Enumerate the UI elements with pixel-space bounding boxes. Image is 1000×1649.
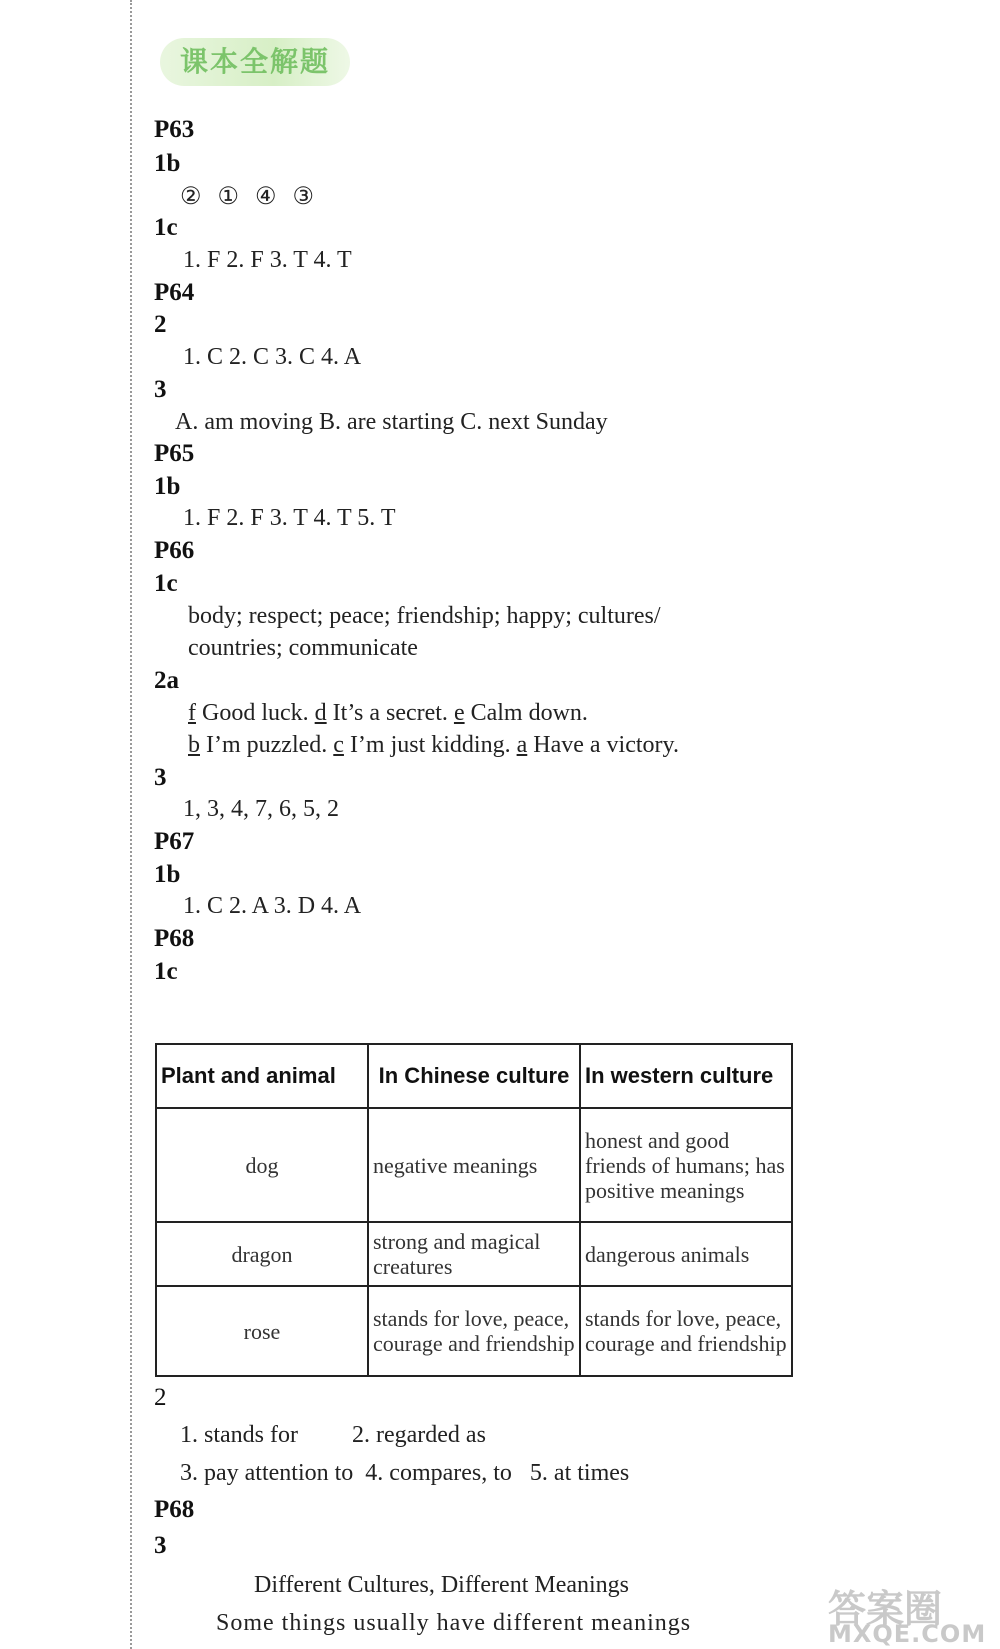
table-row xyxy=(156,1108,792,1222)
answers-1b-p63: ② ① ④ ③ xyxy=(180,184,315,210)
column-header-western: In western culture xyxy=(580,1044,792,1108)
match-phrase: I’m puzzled. xyxy=(200,732,334,758)
site-watermark xyxy=(820,1578,990,1646)
page-label-p66: P66 xyxy=(154,537,195,564)
section-label-1c: 1c xyxy=(154,958,178,985)
match-letter: f xyxy=(188,700,196,726)
textbook-logo-badge xyxy=(160,38,350,86)
cell-western: honest and good friends of humans; has positive meanings xyxy=(580,1108,792,1222)
section-label-1b: 1b xyxy=(154,473,181,500)
section-label-3: 3 xyxy=(154,376,167,403)
answers-3-p66: 1, 3, 4, 7, 6, 5, 2 xyxy=(183,796,339,822)
section-label-1b: 1b xyxy=(154,150,181,177)
match-letter: d xyxy=(314,700,327,726)
section-label-3: 3 xyxy=(154,764,167,791)
table-header-row xyxy=(156,1044,792,1108)
answers-2a-line1 xyxy=(188,700,588,727)
match-phrase: Calm down. xyxy=(464,700,588,726)
match-letter: c xyxy=(333,732,344,758)
cell-plant: dog xyxy=(156,1108,368,1222)
answers-2-p64: 1. C 2. C 3. C 4. A xyxy=(183,344,362,370)
answers-2-p68-line1: 1. stands for 2. regarded as xyxy=(180,1422,486,1448)
match-phrase: It’s a secret. xyxy=(326,700,454,726)
table-row xyxy=(156,1222,792,1286)
cell-western: stands for love, peace, courage and friendship xyxy=(580,1286,792,1376)
page-label-p68: P68 xyxy=(154,925,195,952)
cell-chinese: strong and magical creatures xyxy=(368,1222,580,1286)
answers-1b-p67: 1. C 2. A 3. D 4. A xyxy=(183,893,362,919)
section-label-3: 3 xyxy=(154,1532,167,1559)
cell-chinese: stands for love, peace, courage and friendship xyxy=(368,1286,580,1376)
logo-text: 课本全解题 xyxy=(179,45,330,78)
page-label-p65: P65 xyxy=(154,440,195,467)
margin-dotted-line xyxy=(130,0,132,1649)
match-phrase: Good luck. xyxy=(196,700,315,726)
section-label-2: 2 xyxy=(154,1384,167,1411)
match-letter: b xyxy=(188,732,200,758)
answers-2-p68-line2: 3. pay attention to 4. compares, to 5. at times xyxy=(180,1460,630,1486)
section-label-1c: 1c xyxy=(154,214,178,241)
section-label-1b: 1b xyxy=(154,861,181,888)
answers-1c-p66-line1: body; respect; peace; friendship; happy; cultures/ xyxy=(188,603,661,629)
answers-1b-p65: 1. F 2. F 3. T 4. T 5. T xyxy=(183,505,396,531)
table-row xyxy=(156,1286,792,1376)
cell-plant: rose xyxy=(156,1286,368,1376)
section-label-1c: 1c xyxy=(154,570,178,597)
page-label-p68: P68 xyxy=(154,1496,195,1523)
match-phrase: I’m just kidding. xyxy=(343,732,517,758)
passage-first-line: Some things usually have different meanings xyxy=(216,1610,692,1636)
column-header-chinese: In Chinese culture xyxy=(368,1044,580,1108)
section-label-2a: 2a xyxy=(154,667,179,694)
match-letter: a xyxy=(516,732,528,758)
match-letter: e xyxy=(453,700,465,726)
passage-title: Different Cultures, Different Meanings xyxy=(254,1572,630,1598)
answers-3-p64: A. am moving B. are starting C. next Sunday xyxy=(175,409,608,435)
match-phrase: Have a victory. xyxy=(527,732,679,758)
column-header-plant: Plant and animal xyxy=(156,1044,368,1108)
page-label-p67: P67 xyxy=(154,828,195,855)
answers-2a-line2 xyxy=(188,732,679,759)
cell-plant: dragon xyxy=(156,1222,368,1286)
cell-chinese: negative meanings xyxy=(368,1108,580,1222)
section-label-2: 2 xyxy=(154,311,167,338)
cell-western: dangerous animals xyxy=(580,1222,792,1286)
page-label-p64: P64 xyxy=(154,279,195,306)
answers-1c-p63: 1. F 2. F 3. T 4. T xyxy=(183,247,352,273)
culture-meanings-table xyxy=(155,1043,793,1377)
watermark-text: 答案圈 xyxy=(828,1587,943,1631)
watermark-url: MXQE.COM xyxy=(828,1620,987,1648)
page-label-p63: P63 xyxy=(154,116,195,143)
answers-1c-p66-line2: countries; communicate xyxy=(188,635,418,661)
